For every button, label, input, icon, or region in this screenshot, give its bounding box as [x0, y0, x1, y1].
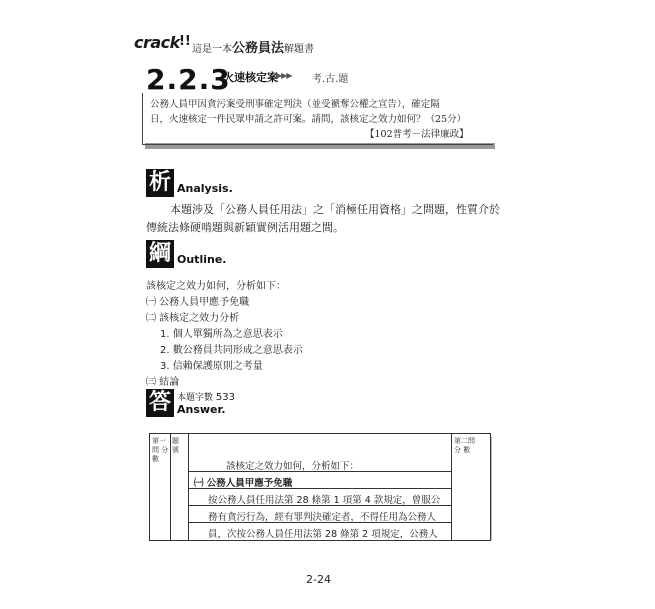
- question-line-1: 公務人員甲因貪污案受刑事確定判決（並受褫奪公權之宣告），確定隔: [150, 99, 440, 110]
- table-divider: [170, 434, 171, 540]
- answer-glyph-icon: 答: [146, 389, 174, 417]
- column-header-first-score: 第一問 分 數: [152, 437, 169, 463]
- answer-heading: Answer.: [177, 403, 226, 416]
- table-row: 按公務人員任用法第 28 條第 1 項第 4 款規定，曾服公: [208, 495, 441, 506]
- outline-item: 1. 個人單獨所為之意思表示: [160, 329, 283, 340]
- brand-mark: !!: [179, 34, 191, 49]
- outline-heading: Outline.: [177, 253, 227, 266]
- section-number: 2.2.3: [146, 63, 231, 96]
- arrows-icon: ▶▶▶: [276, 71, 292, 80]
- outline-item: ㈡ 該核定之效力分析: [146, 313, 240, 324]
- book-title: [192, 37, 314, 56]
- outline-item: ㈢ 結論: [146, 377, 180, 388]
- outline-item: ㈠ 公務人員甲應予免職: [146, 297, 250, 308]
- outline-item: 2. 數公務員共同形成之意思表示: [160, 345, 303, 356]
- book-title-suffix: 解題書: [284, 44, 315, 55]
- brand-logo: crack: [134, 33, 180, 52]
- page-number: 2-24: [306, 573, 331, 586]
- question-line-2: 日，火速核定一件民眾申請之許可案。請問，該核定之效力如何？（25分）: [150, 114, 467, 125]
- analysis-heading: Analysis.: [177, 182, 233, 195]
- outline-item: 該核定之效力如何，分析如下：: [146, 281, 286, 292]
- table-row: 務有貪污行為，經有罪判決確定者，不得任用為公務人: [208, 512, 437, 523]
- answer-word-count: [177, 390, 235, 403]
- section-tag: 考.古.題: [312, 74, 349, 85]
- outline-item: 3. 信賴保護原則之考量: [160, 361, 263, 372]
- answer-table: [149, 433, 491, 541]
- outline-glyph-icon: 綱: [146, 240, 174, 268]
- table-divider: [451, 434, 452, 540]
- table-row: 該核定之效力如何，分析如下：: [226, 461, 360, 472]
- analysis-glyph-icon: 析: [146, 169, 174, 197]
- answer-count-value: 533: [215, 392, 235, 403]
- question-citation: 【102普考－法律廉政】: [365, 129, 469, 140]
- column-header-item-no: 題 號: [172, 437, 179, 454]
- table-row: ㈠ 公務人員甲應予免職: [194, 478, 293, 489]
- answer-count-label: 本題字數: [177, 393, 214, 403]
- section-label: 火速核定案: [223, 71, 278, 84]
- book-title-main: 公務員法: [232, 41, 285, 56]
- analysis-body: 本題涉及「公務人員任用法」之「消極任用資格」之問題，性質介於傳統法條硬啃題與新穎實例活用題之間。: [146, 203, 500, 234]
- table-divider: [188, 434, 189, 540]
- table-row: 員，次按公務人員任用法第 28 條第 2 項規定，公務人: [208, 529, 438, 540]
- question-text: [150, 97, 490, 127]
- column-header-second-score: 第二問 分 數: [454, 437, 475, 454]
- book-title-prefix: 這是一本: [192, 44, 232, 55]
